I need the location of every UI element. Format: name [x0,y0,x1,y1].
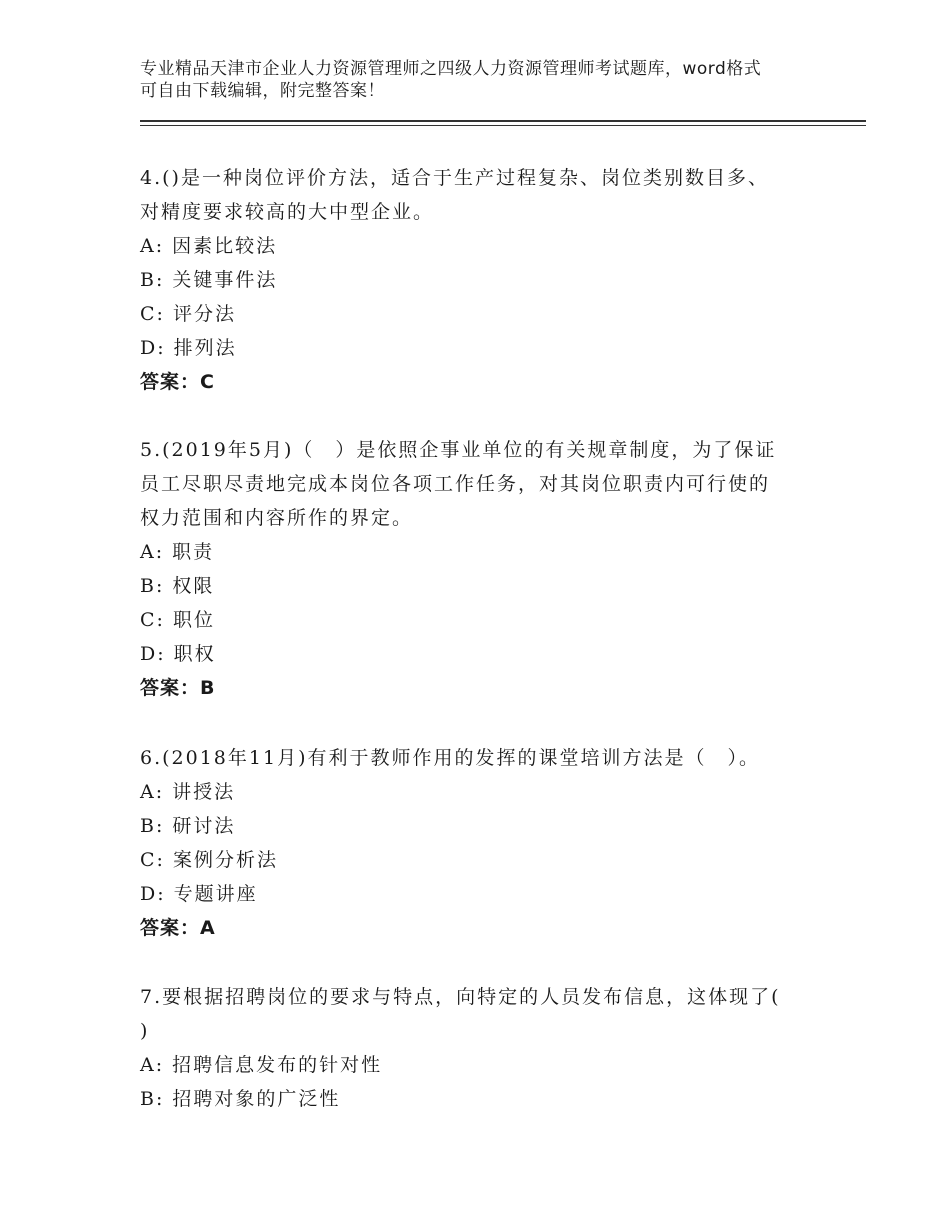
question-5 [140,433,810,705]
option-d: D: 职权 [140,643,216,665]
question-4 [140,161,810,399]
question-stem-line: 权力范围和内容所作的界定。 [140,507,414,529]
question-stem-line: 6.(2018年11月)有利于教师作用的发挥的课堂培训方法是（ ）。 [140,747,760,769]
question-stem-line: 7.要根据招聘岗位的要求与特点，向特定的人员发布信息，这体现了( [140,986,781,1008]
option-a: A: 因素比较法 [140,235,278,257]
option-a: A: 职责 [140,541,215,563]
question-7 [140,980,810,1116]
document-header [140,58,820,102]
option-d: D: 排列法 [140,337,237,359]
header-line-1: 专业精品天津市企业人力资源管理师之四级人力资源管理师考试题库，word格式 [140,59,762,79]
question-stem-line: 对精度要求较高的大中型企业。 [140,201,435,223]
answer: 答案：B [140,677,216,699]
option-d: D: 专题讲座 [140,883,258,905]
question-stem-line: 员工尽职尽责地完成本岗位各项工作任务，对其岗位职责内可行使的 [140,473,771,495]
header-divider-thick [140,120,866,122]
option-b: B: 权限 [140,575,215,597]
option-b: B: 关键事件法 [140,269,278,291]
question-6 [140,741,810,945]
header-divider-thin [140,125,866,126]
option-c: C: 职位 [140,609,215,631]
option-a: A: 招聘信息发布的针对性 [140,1054,383,1076]
answer: 答案：A [140,917,216,939]
question-stem-line: 4.()是一种岗位评价方法，适合于生产过程复杂、岗位类别数目多、 [140,167,769,189]
option-b: B: 研讨法 [140,815,236,837]
option-c: C: 案例分析法 [140,849,278,871]
answer: 答案：C [140,371,215,393]
question-stem-line: 5.(2019年5月)（ ）是依照企事业单位的有关规章制度，为了保证 [140,439,777,461]
header-line-2: 可自由下载编辑，附完整答案！ [140,81,385,101]
option-c: C: 评分法 [140,303,236,325]
option-a: A: 讲授法 [140,781,236,803]
question-stem-line: ) [140,1020,150,1042]
option-b: B: 招聘对象的广泛性 [140,1088,341,1110]
